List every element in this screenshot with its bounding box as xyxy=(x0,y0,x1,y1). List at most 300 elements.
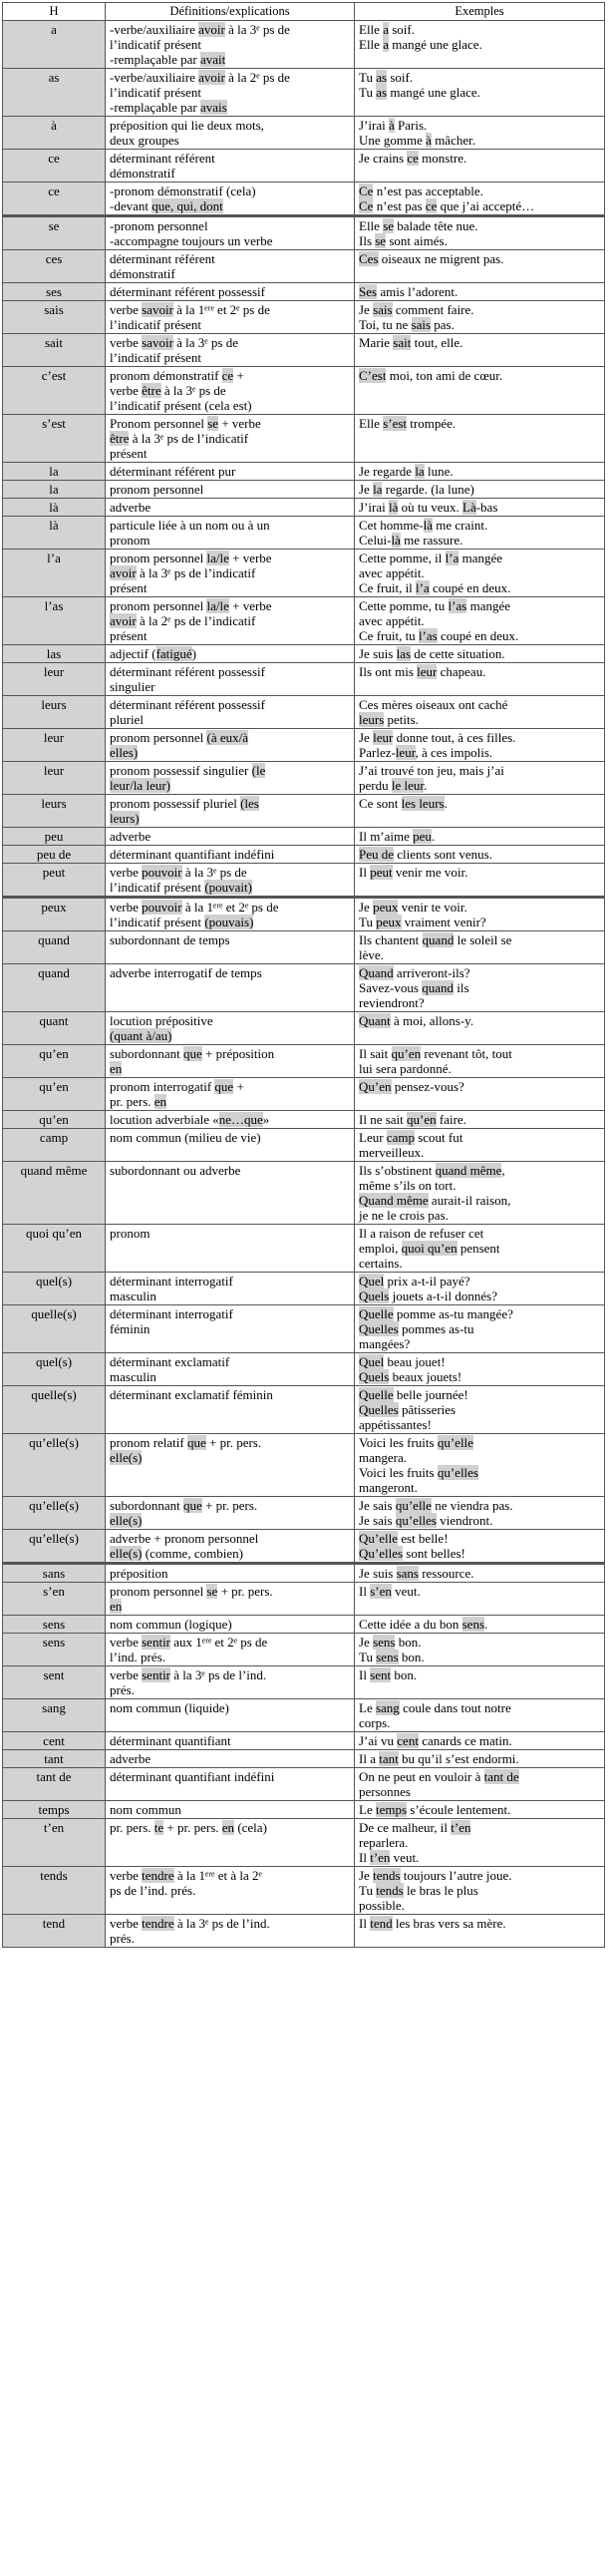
header-examples: Exemples xyxy=(355,3,605,21)
text-segment: Je xyxy=(359,730,374,745)
example-line xyxy=(359,1617,600,1632)
definition-cell xyxy=(106,1915,355,1948)
text-segment: particule liée à un nom ou à un xyxy=(110,518,270,533)
text-segment: Le xyxy=(359,1802,376,1817)
example-cell xyxy=(355,828,605,846)
highlighted-word: ne…que xyxy=(218,1112,263,1127)
text-segment: -verbe/auxiliaire xyxy=(110,22,199,37)
definition-cell xyxy=(106,931,355,964)
definition-line xyxy=(110,1013,350,1028)
text-segment: chapeau. xyxy=(437,664,486,679)
text-segment: J’ai trouvé ton jeu, mais j’ai xyxy=(359,763,504,778)
highlighted-word: (à eux/à xyxy=(206,730,248,745)
highlighted-word: (le xyxy=(251,763,266,778)
homophone-cell: peu de xyxy=(3,846,106,864)
table-row xyxy=(3,597,605,645)
text-segment: l’indicatif présent xyxy=(110,350,202,365)
highlighted-word: Quand xyxy=(359,965,394,980)
homophone-cell: leur xyxy=(3,663,106,696)
definition-line xyxy=(110,431,350,446)
definition-line xyxy=(110,37,350,52)
text-segment: aurait-il raison, xyxy=(428,1193,511,1208)
highlighted-word: peux xyxy=(373,900,399,915)
definition-cell xyxy=(106,663,355,696)
definition-line xyxy=(110,1288,350,1303)
definition-line xyxy=(110,85,350,100)
example-line xyxy=(359,1465,600,1480)
example-line xyxy=(359,1402,600,1417)
highlighted-word: leur xyxy=(417,664,438,679)
highlighted-word: (les xyxy=(240,796,259,811)
example-line xyxy=(359,1635,600,1650)
text-segment: possible. xyxy=(359,1898,405,1913)
example-cell xyxy=(355,1111,605,1129)
definition-line xyxy=(110,1916,350,1931)
example-cell xyxy=(355,1915,605,1948)
highlighted-word: elle(s) xyxy=(110,1450,143,1465)
text-segment: Je suis xyxy=(359,646,397,661)
highlighted-word: quand xyxy=(422,980,454,995)
text-segment: corps. xyxy=(359,1715,391,1730)
text-segment: clients sont venus. xyxy=(394,847,492,862)
text-segment: démonstratif xyxy=(110,166,175,181)
text-segment: amis l’adorent. xyxy=(377,284,458,299)
text-segment: bon. xyxy=(395,1635,422,1650)
example-line xyxy=(359,1079,600,1094)
header-h: H xyxy=(3,3,106,21)
definition-line xyxy=(110,184,350,198)
text-segment: Ils xyxy=(359,233,376,248)
text-segment: à la 1ᵉʳᵉ et à la 2ᵉ xyxy=(173,1868,262,1883)
example-line xyxy=(359,70,600,85)
text-segment: veut. xyxy=(391,1584,421,1599)
definition-cell xyxy=(106,1497,355,1530)
highlighted-word: Quelles xyxy=(359,1402,399,1417)
text-segment: pâtisseries xyxy=(398,1402,457,1417)
example-line xyxy=(359,1820,600,1835)
homophone-cell: qu’elle(s) xyxy=(3,1434,106,1497)
text-segment: + pr. pers. xyxy=(201,1498,258,1513)
definition-line xyxy=(110,398,350,413)
highlighted-word: Qu’elle xyxy=(359,1531,398,1546)
highlighted-word: sang xyxy=(375,1700,400,1715)
definition-line xyxy=(110,1546,350,1561)
definition-line xyxy=(110,500,350,515)
text-segment: déterminant référent xyxy=(110,151,215,166)
table-row xyxy=(3,1801,605,1819)
homophone-cell: peu xyxy=(3,828,106,846)
homophone-cell: quel(s) xyxy=(3,1273,106,1305)
text-segment: Il ne sait xyxy=(359,1112,408,1127)
text-segment: Il xyxy=(359,865,371,880)
definition-cell xyxy=(106,1078,355,1111)
text-segment: Il sait xyxy=(359,1046,392,1061)
text-segment: Toi, tu ne xyxy=(359,317,412,332)
highlighted-word: que xyxy=(186,1435,206,1450)
text-segment: mangée xyxy=(458,551,503,565)
definition-line xyxy=(110,829,350,844)
definition-line xyxy=(110,965,350,980)
homophone-cell: à xyxy=(3,117,106,150)
text-segment: l’indicatif présent xyxy=(110,317,202,332)
text-segment: déterminant exclamatif féminin xyxy=(110,1387,273,1402)
example-cell xyxy=(355,283,605,301)
highlighted-word: là xyxy=(388,500,399,515)
example-line xyxy=(359,1916,600,1931)
text-segment: adjectif ( xyxy=(110,646,156,661)
text-segment: venir te voir. xyxy=(398,900,467,915)
text-segment: déterminant référent possessif xyxy=(110,284,265,299)
highlighted-word: le leur xyxy=(391,778,424,793)
homophone-cell: quelle(s) xyxy=(3,1305,106,1353)
definition-line xyxy=(110,1700,350,1715)
text-segment: Je crains xyxy=(359,151,408,166)
text-segment: singulier xyxy=(110,679,155,694)
text-segment: Paris. xyxy=(394,118,428,133)
definition-line xyxy=(110,1306,350,1321)
definition-cell xyxy=(106,898,355,931)
text-segment: l’indicatif présent xyxy=(110,880,205,895)
text-segment: Je xyxy=(359,1635,374,1650)
text-segment: présent xyxy=(110,628,148,643)
example-line xyxy=(359,233,600,248)
definition-cell xyxy=(106,1129,355,1162)
text-segment: à la 3ᵉ ps de xyxy=(181,865,247,880)
definition-line xyxy=(110,865,350,880)
highlighted-word: sais xyxy=(373,302,393,317)
highlighted-word: qu’en xyxy=(391,1046,422,1061)
homophone-cell: quel(s) xyxy=(3,1353,106,1386)
table-row xyxy=(3,517,605,550)
highlighted-word: temps xyxy=(375,1802,408,1817)
text-segment: démonstratif xyxy=(110,266,175,281)
example-cell xyxy=(355,729,605,762)
example-line xyxy=(359,1883,600,1898)
highlighted-word: tant de xyxy=(483,1769,519,1784)
highlighted-word: quoi qu’en xyxy=(401,1241,457,1256)
example-line xyxy=(359,533,600,548)
homophone-cell: quand xyxy=(3,964,106,1012)
table-row xyxy=(3,1530,605,1564)
definition-line xyxy=(110,1498,350,1513)
table-row xyxy=(3,216,605,250)
example-line xyxy=(359,1369,600,1384)
text-segment: moi, ton ami de cœur. xyxy=(386,368,503,383)
example-cell xyxy=(355,795,605,828)
homophone-cell: qu’elle(s) xyxy=(3,1530,106,1564)
text-segment: le soleil se xyxy=(454,932,512,947)
text-segment: adverbe interrogatif de temps xyxy=(110,965,262,980)
example-line xyxy=(359,464,600,479)
homophone-cell: ce xyxy=(3,150,106,183)
text-segment: Voici les fruits xyxy=(359,1465,438,1480)
example-line xyxy=(359,1306,600,1321)
table-row xyxy=(3,696,605,729)
highlighted-word: Ce xyxy=(359,198,374,213)
text-segment: + pr. pers. xyxy=(163,1820,222,1835)
definition-line xyxy=(110,847,350,862)
example-cell xyxy=(355,1386,605,1434)
text-segment: Il xyxy=(359,1850,371,1865)
text-segment: lune. xyxy=(424,464,454,479)
text-segment: -verbe/auxiliaire xyxy=(110,70,199,85)
text-segment: scout fut xyxy=(414,1130,463,1145)
homophone-cell: ses xyxy=(3,283,106,301)
text-segment: verbe xyxy=(110,335,143,350)
table-row xyxy=(3,1111,605,1129)
text-segment: Je suis xyxy=(359,1566,397,1581)
text-segment: -accompagne toujours un verbe xyxy=(110,233,273,248)
table-row xyxy=(3,1583,605,1616)
highlighted-word: ce xyxy=(407,151,419,166)
text-segment: oiseaux ne migrent pas. xyxy=(378,251,504,266)
example-line xyxy=(359,1241,600,1256)
highlighted-word: que xyxy=(183,1498,202,1513)
table-row xyxy=(3,415,605,463)
example-line xyxy=(359,1336,600,1351)
text-segment: ressource. xyxy=(418,1566,474,1581)
text-segment: déterminant quantifiant indéfini xyxy=(110,1769,275,1784)
example-line xyxy=(359,1130,600,1145)
text-segment: Ils s’obstinent xyxy=(359,1163,436,1178)
table-row xyxy=(3,463,605,481)
definition-cell xyxy=(106,1699,355,1732)
example-cell xyxy=(355,1768,605,1801)
text-segment: pronom personnel xyxy=(110,730,207,745)
table-row xyxy=(3,1750,605,1768)
definition-line xyxy=(110,1599,350,1614)
table-row xyxy=(3,334,605,367)
text-segment: -pronom démonstratif (cela) xyxy=(110,184,256,198)
definition-line xyxy=(110,1450,350,1465)
homophone-cell: quelle(s) xyxy=(3,1386,106,1434)
table-row xyxy=(3,1434,605,1497)
text-segment: (comme, combien) xyxy=(142,1546,243,1561)
definition-line xyxy=(110,302,350,317)
homophones-table xyxy=(2,2,605,1948)
homophone-cell: t’en xyxy=(3,1819,106,1867)
definition-cell xyxy=(106,645,355,663)
definition-cell xyxy=(106,1564,355,1583)
example-cell xyxy=(355,898,605,931)
definition-cell xyxy=(106,1111,355,1129)
example-line xyxy=(359,1868,600,1883)
text-segment: jouets a-t-il donnés? xyxy=(389,1288,498,1303)
definition-cell xyxy=(106,21,355,69)
definition-line xyxy=(110,52,350,67)
homophone-cell: sais xyxy=(3,301,106,334)
highlighted-word: sens xyxy=(461,1617,484,1632)
text-segment: adverbe xyxy=(110,500,152,515)
text-segment: me craint. xyxy=(433,518,488,533)
text-segment: mangé une glace. xyxy=(388,37,482,52)
definition-line xyxy=(110,1354,350,1369)
table-row xyxy=(3,1225,605,1273)
highlighted-word: avait xyxy=(199,52,226,67)
text-segment: (cela) xyxy=(234,1820,267,1835)
definition-line xyxy=(110,613,350,628)
example-cell xyxy=(355,1616,605,1634)
definition-line xyxy=(110,133,350,148)
definition-cell xyxy=(106,216,355,250)
homophone-cell: c’est xyxy=(3,367,106,415)
text-segment: pronom personnel xyxy=(110,598,207,613)
definition-line xyxy=(110,166,350,181)
text-segment: Tu xyxy=(359,1650,377,1664)
highlighted-word: là xyxy=(391,533,401,548)
definition-line xyxy=(110,551,350,565)
header-row xyxy=(3,3,605,21)
homophone-cell: tends xyxy=(3,1867,106,1915)
example-line xyxy=(359,1498,600,1513)
homophone-cell: las xyxy=(3,645,106,663)
example-line xyxy=(359,745,600,760)
homophone-cell: l’as xyxy=(3,597,106,645)
text-segment: bu qu’il s’est endormi. xyxy=(398,1751,519,1766)
text-segment: pronom xyxy=(110,533,151,548)
example-line xyxy=(359,664,600,679)
table-row xyxy=(3,1564,605,1583)
text-segment: pronom personnel xyxy=(110,1584,207,1599)
table-row xyxy=(3,1353,605,1386)
text-segment: -pronom personnel xyxy=(110,218,208,233)
definition-cell xyxy=(106,1867,355,1915)
text-segment: pensent xyxy=(457,1241,500,1256)
highlighted-word: tant xyxy=(379,1751,399,1766)
text-segment: déterminant référent possessif xyxy=(110,664,265,679)
highlighted-word: Quand même xyxy=(359,1193,429,1208)
text-segment: donne tout, à ces filles. xyxy=(393,730,516,745)
text-segment: lui sera pardonné. xyxy=(359,1061,452,1076)
example-line xyxy=(359,1208,600,1223)
table-row xyxy=(3,150,605,183)
text-segment: mangera. xyxy=(359,1450,408,1465)
definition-line xyxy=(110,151,350,166)
example-line xyxy=(359,1145,600,1160)
example-line xyxy=(359,118,600,133)
text-segment: petits. xyxy=(384,712,419,727)
example-line xyxy=(359,697,600,712)
text-segment: présent xyxy=(110,580,148,595)
example-line xyxy=(359,1667,600,1682)
text-segment: Marie xyxy=(359,335,394,350)
text-segment: revenant tôt, tout xyxy=(421,1046,512,1061)
text-segment: Cette pomme, tu xyxy=(359,598,449,613)
definition-line xyxy=(110,679,350,694)
highlighted-word: en xyxy=(221,1820,235,1835)
text-segment: déterminant référent xyxy=(110,251,215,266)
example-line xyxy=(359,915,600,929)
example-cell xyxy=(355,1273,605,1305)
text-segment: pr. pers. xyxy=(110,1094,154,1109)
definition-line xyxy=(110,1584,350,1599)
homophone-cell: quand même xyxy=(3,1162,106,1225)
highlighted-word: se xyxy=(206,1584,218,1599)
text-segment: tout, elle. xyxy=(411,335,463,350)
homophone-cell: se xyxy=(3,216,106,250)
text-segment: l’ind. prés. xyxy=(110,1650,165,1664)
table-row xyxy=(3,864,605,898)
text-segment: On ne peut en vouloir à xyxy=(359,1769,484,1784)
example-line xyxy=(359,1751,600,1766)
definition-line xyxy=(110,1274,350,1288)
highlighted-word: l’a xyxy=(416,580,430,595)
definition-line xyxy=(110,1635,350,1650)
example-cell xyxy=(355,1564,605,1583)
text-segment: Une gomme xyxy=(359,133,427,148)
definition-cell xyxy=(106,1012,355,1045)
text-segment: déterminant quantifiant indéfini xyxy=(110,847,275,862)
table-row xyxy=(3,964,605,1012)
definition-cell xyxy=(106,1801,355,1819)
highlighted-word: leurs) xyxy=(110,811,140,826)
text-segment: n’est pas xyxy=(373,198,426,213)
highlighted-word: que xyxy=(214,1079,234,1094)
example-line xyxy=(359,317,600,332)
text-segment: Cet homme- xyxy=(359,518,424,533)
definition-cell xyxy=(106,864,355,898)
text-segment: verbe xyxy=(110,1868,143,1883)
definition-line xyxy=(110,416,350,431)
example-cell xyxy=(355,499,605,517)
highlighted-word: là xyxy=(423,518,434,533)
example-line xyxy=(359,1193,600,1208)
highlighted-word: pouvoir xyxy=(142,865,182,880)
text-segment: Ce fruit, il xyxy=(359,580,417,595)
homophone-cell: sang xyxy=(3,1699,106,1732)
highlighted-word: sens xyxy=(373,1635,396,1650)
example-line xyxy=(359,1546,600,1561)
text-segment: prés. xyxy=(110,1931,135,1946)
text-segment: adverbe xyxy=(110,829,152,844)
example-cell xyxy=(355,1353,605,1386)
definition-cell xyxy=(106,1768,355,1801)
highlighted-word: se xyxy=(383,218,395,233)
text-segment: n’est pas acceptable. xyxy=(373,184,483,198)
highlighted-word: tendre xyxy=(142,1868,174,1883)
text-segment: + verbe xyxy=(228,551,272,565)
text-segment: canards ce matin. xyxy=(418,1733,512,1748)
table-row xyxy=(3,301,605,334)
definition-cell xyxy=(106,250,355,283)
text-segment: Il m’aime xyxy=(359,829,414,844)
definition-cell xyxy=(106,301,355,334)
highlighted-word: sait xyxy=(393,335,412,350)
table-row xyxy=(3,1867,605,1915)
text-segment: + verbe xyxy=(228,598,272,613)
homophone-cell: a xyxy=(3,21,106,69)
definition-cell xyxy=(106,367,355,415)
example-line xyxy=(359,1046,600,1061)
homophone-cell: peut xyxy=(3,864,106,898)
highlighted-word: la xyxy=(415,464,425,479)
text-segment: beaux jouets! xyxy=(389,1369,462,1384)
text-segment: pr. pers. xyxy=(110,1820,154,1835)
definition-line xyxy=(110,1733,350,1748)
highlighted-word: être xyxy=(110,431,130,446)
highlighted-word: qu’en xyxy=(407,1112,437,1127)
definition-cell xyxy=(106,183,355,216)
text-segment: Je sais xyxy=(359,1498,396,1513)
text-segment: belle journée! xyxy=(393,1387,468,1402)
text-segment: verbe xyxy=(110,1916,143,1931)
highlighted-word: qu’elle xyxy=(395,1498,432,1513)
highlighted-word: a xyxy=(383,37,389,52)
text-segment: Ce sont xyxy=(359,796,402,811)
table-row xyxy=(3,1819,605,1867)
highlighted-word: ce xyxy=(425,198,438,213)
highlighted-word: être xyxy=(142,383,161,398)
